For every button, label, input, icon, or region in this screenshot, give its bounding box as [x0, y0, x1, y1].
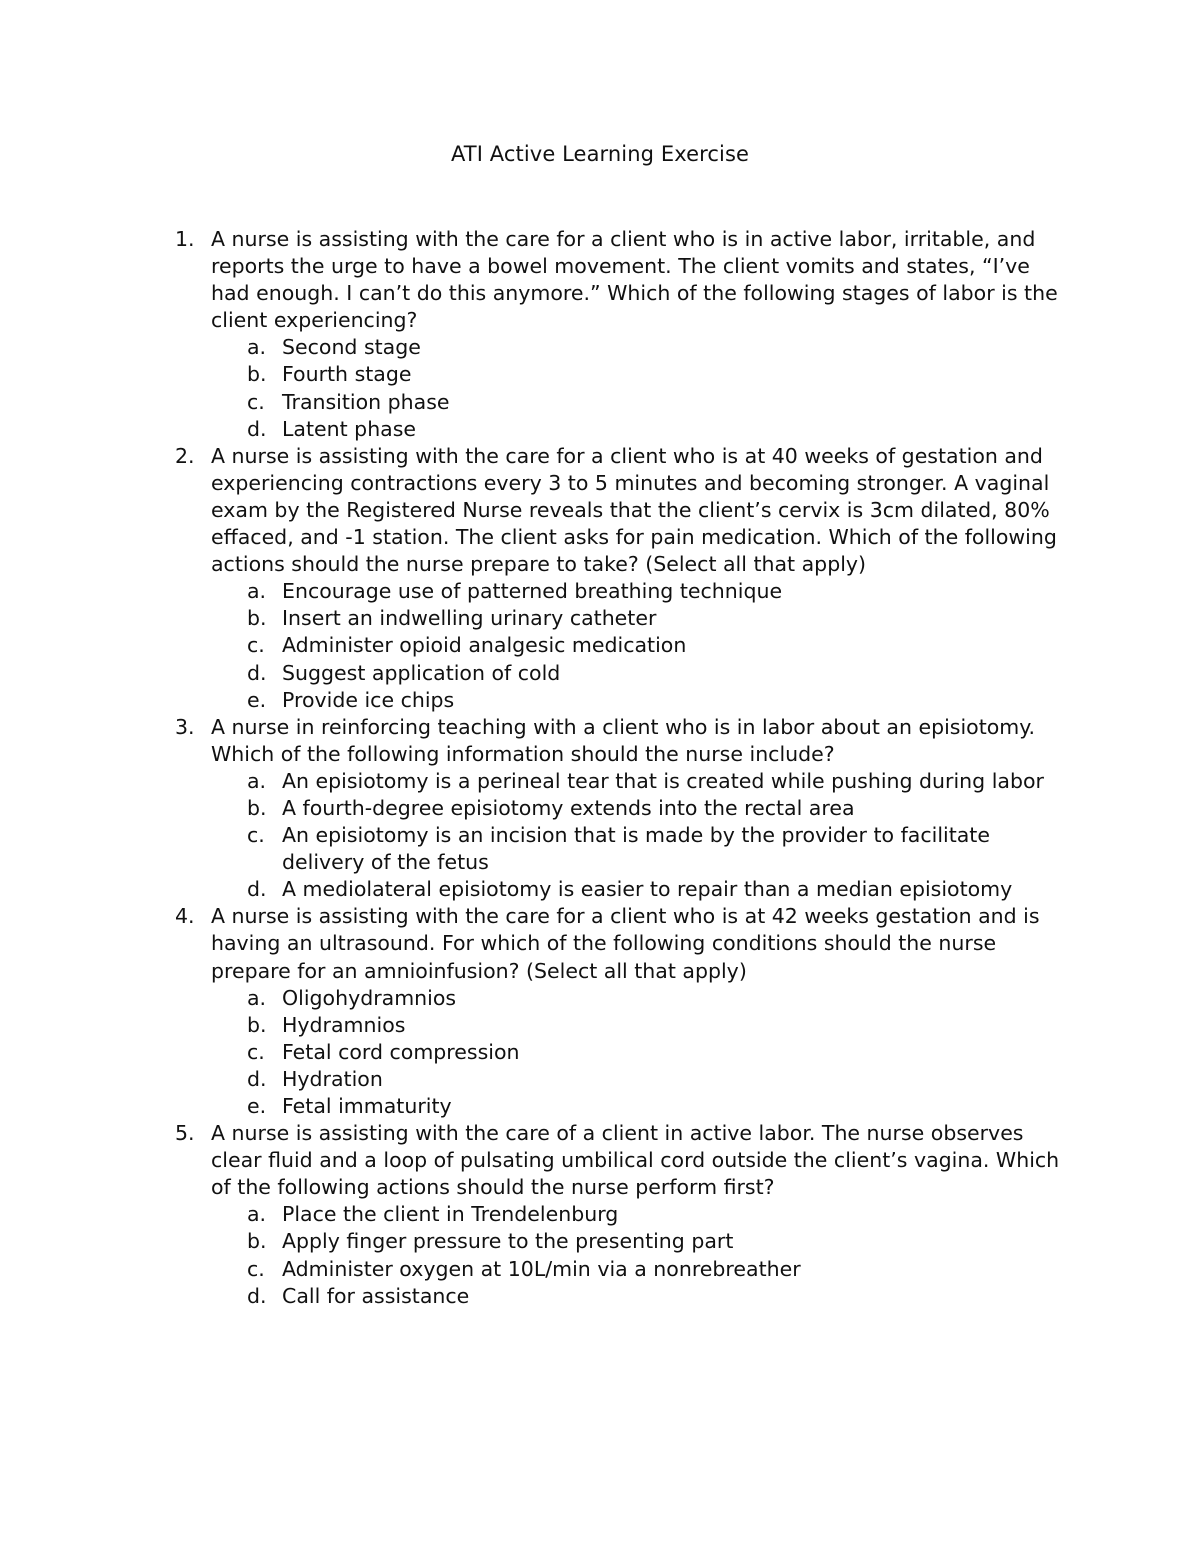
question-item — [0, 714, 1200, 904]
option-text: Administer opioid analgesic medication — [282, 633, 687, 658]
question-number: 4. — [175, 904, 195, 929]
option-item — [211, 1228, 1070, 1255]
option-letter: c. — [247, 1256, 265, 1281]
option-item — [211, 1066, 1070, 1093]
option-letter: d. — [247, 660, 267, 685]
option-text: Place the client in Trendelenburg — [282, 1202, 619, 1227]
option-letter: d. — [247, 877, 267, 902]
question-text: A nurse in reinforcing teaching with a client who is in labor about an episiotomy. Which of the following information should the nurse include? — [211, 714, 1035, 766]
option-item — [211, 389, 1070, 416]
option-text: An episiotomy is an incision that is made by the provider to facilitate delivery of the fetus — [282, 823, 990, 875]
option-text: Encourage use of patterned breathing technique — [282, 579, 783, 604]
option-letter: a. — [247, 985, 267, 1010]
option-item — [211, 795, 1070, 822]
option-item — [211, 1093, 1070, 1120]
option-item — [211, 1039, 1070, 1066]
option-item — [211, 985, 1070, 1012]
option-letter: c. — [247, 633, 265, 658]
option-item — [211, 876, 1070, 903]
option-text: A fourth-degree episiotomy extends into the rectal area — [282, 795, 855, 820]
option-item — [211, 660, 1070, 687]
option-letter: b. — [247, 606, 267, 631]
option-letter: a. — [247, 768, 267, 793]
option-text: Second stage — [282, 335, 421, 360]
option-text: Transition phase — [282, 389, 450, 414]
option-letter: b. — [247, 1229, 267, 1254]
question-text: A nurse is assisting with the care for a client who is at 40 weeks of gestation and experiencing contractions every 3 to 5 minutes and becoming stronger. A vaginal exam by the Registered Nurse reveals that the client’s cervix is 3cm dilated, 80% effaced, and -1 station. The client asks for pain medication. Which of the following actions should the nurse prepare to take? (Select all that apply) — [211, 443, 1057, 577]
option-letter: c. — [247, 1039, 265, 1064]
question-item — [0, 903, 1200, 1120]
option-letter: d. — [247, 1066, 267, 1091]
option-letter: e. — [247, 1094, 267, 1118]
option-text: Suggest application of cold — [282, 660, 561, 685]
question-number: 5. — [175, 1121, 195, 1146]
option-item — [211, 768, 1070, 795]
option-letter: c. — [247, 823, 265, 848]
question-number: 3. — [175, 714, 195, 739]
option-item — [211, 822, 1070, 876]
option-letter: b. — [247, 1012, 267, 1037]
option-item — [211, 1256, 1070, 1283]
option-letter: a. — [247, 1202, 267, 1227]
option-letter: b. — [247, 795, 267, 820]
option-item — [211, 632, 1070, 659]
question-text: A nurse is assisting with the care for a client who is in active labor, irritable, and reports the urge to have a bowel movement. The client vomits and states, “I’ve had enough. I can’t do this anymore.” Which of the following stages of labor is the client experiencing? — [211, 227, 1058, 333]
option-text: Oligohydramnios — [282, 985, 457, 1010]
option-list — [211, 768, 1070, 903]
question-number: 1. — [175, 227, 195, 251]
option-item — [211, 1012, 1070, 1039]
option-item — [211, 416, 1070, 443]
option-text: Fetal cord compression — [282, 1039, 520, 1064]
option-item — [211, 687, 1070, 714]
option-list — [211, 985, 1070, 1120]
option-text: Provide ice chips — [282, 687, 455, 712]
option-list — [211, 1201, 1070, 1309]
option-letter: a. — [247, 579, 267, 604]
option-letter: a. — [247, 335, 267, 360]
option-text: Latent phase — [282, 416, 417, 441]
option-letter: b. — [247, 362, 267, 387]
option-text: An episiotomy is a perineal tear that is created while pushing during labor — [282, 768, 1044, 793]
option-item — [211, 1283, 1070, 1310]
option-letter: d. — [247, 416, 267, 441]
option-text: A mediolateral episiotomy is easier to repair than a median episiotomy — [282, 877, 1013, 902]
option-item — [211, 578, 1070, 605]
question-text: A nurse is assisting with the care for a client who is at 42 weeks gestation and is having an ultrasound. For which of the following conditions should the nurse prepare for an amnioinfusion? (Select all that apply) — [211, 904, 1040, 983]
question-item — [0, 226, 1200, 443]
option-item — [211, 1201, 1070, 1228]
option-item — [211, 334, 1070, 361]
option-letter: c. — [247, 389, 265, 414]
option-letter: d. — [247, 1283, 267, 1308]
option-item — [211, 605, 1070, 632]
option-text: Fetal immaturity — [282, 1094, 452, 1118]
option-text: Call for assistance — [282, 1283, 470, 1308]
option-item — [211, 361, 1070, 388]
option-text: Apply finger pressure to the presenting part — [282, 1229, 734, 1254]
option-text: Hydration — [282, 1066, 383, 1091]
option-text: Hydramnios — [282, 1012, 406, 1037]
option-text: Insert an indwelling urinary catheter — [282, 606, 657, 631]
option-list — [211, 578, 1070, 713]
question-list — [0, 226, 1200, 1310]
option-letter: e. — [247, 687, 267, 712]
question-number: 2. — [175, 443, 195, 468]
question-text: A nurse is assisting with the care of a client in active labor. The nurse observes clear fluid and a loop of pulsating umbilical cord outside the client’s vagina. Which of the following actions should the nurse perform first? — [211, 1121, 1060, 1200]
question-item — [0, 443, 1200, 714]
option-text: Administer oxygen at 10L/min via a nonrebreather — [282, 1256, 801, 1281]
document-title: ATI Active Learning Exercise — [450, 142, 750, 166]
option-list — [211, 334, 1070, 442]
option-text: Fourth stage — [282, 362, 412, 387]
question-item — [0, 1120, 1200, 1310]
